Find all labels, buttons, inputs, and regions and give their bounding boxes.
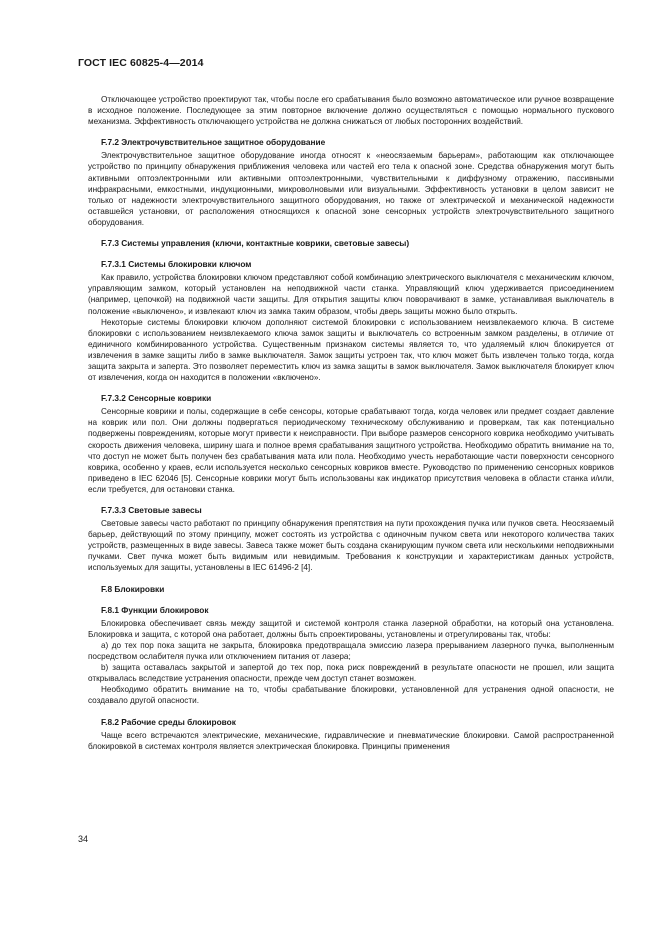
paragraph: Чаще всего встречаются электрические, механические, гидравлические и пневматические блокировки. Самой распространенной блокировкой в системах контроля является электрическая блокировка. Принципы применения — [88, 730, 614, 751]
paragraph: Отключающее устройство проектируют так, чтобы после его срабатывания было возможно автоматическое или ручное возвращение в исходное положение. Последующее за этим повторное включение должно осуществляться с помощью нормального пускового механизма. Эффективность отключающего устройства не должна снижаться от любых посторонних воздействий. — [88, 95, 614, 127]
section-heading: F.7.3.1 Системы блокировки ключом — [101, 259, 252, 270]
section-heading: F.7.3.2 Сенсорные коврики — [101, 393, 212, 404]
section-heading: F.8 Блокировки — [101, 583, 165, 594]
section-heading: F.7.3 Системы управления (ключи, контактные коврики, световые завесы) — [101, 238, 410, 249]
paragraph: Как правило, устройства блокировки ключом представляют собой комбинацию электрического выключателя с механическим ключом, управляющим замком, который установлен на неподвижной части станка. Управляющий ключ удерживается присоединением (например, цепочкой) на подвижной части защиты. Для открытия защиты ключ поворачивают в замке, устанавливая выключатель в положение «выключено», и извлекают ключ из замка таким образом, чтобы дверь защиты можно было открыть. — [88, 273, 614, 316]
section-heading: F.8.2 Рабочие среды блокировок — [101, 716, 236, 727]
paragraph: b) защита оставалась закрытой и запертой до тех пор, пока риск повреждений в результате опасности не прошел, или защита открывалась вследствие устранения опасности, прежде чем доступ станет возможен. — [88, 663, 614, 684]
paragraph: Сенсорные коврики и полы, содержащие в себе сенсоры, которые срабатывают тогда, когда человек или предмет создает давление на коврик или пол. Они должны подвергаться периодическому техническому обслуживанию и проверкам, так как потенциально подвержены повреждениям, которые могут привести к неисправности. При выборе размеров сенсорного коврика необходимо учитывать скорость движения человека, ширину шага и полное время срабатывания защитного устройства. Необходимо обратить внимание на то, что доступ не может быть получен без срабатывания мата или пола. Необходимо учесть неработающие части поверхности сенсорного коврика, особенно у краев, если используется несколько сенсорных ковриков вместе. Руководство по применению сенсорных ковриков приведено в IEC 62046 [5]. Сенсорные коврики могут быть использованы как индикатор присутствия человека в области станка и/или, если требуется, для остановки станка. — [88, 407, 614, 494]
section-heading: F.7.3.3 Световые завесы — [101, 505, 202, 515]
section-heading: F.8.1 Функции блокировок — [101, 604, 209, 615]
paragraph: Необходимо обратить внимание на то, чтобы срабатывание блокировки, установленной для устранения одной опасности, не создавало другой опасности. — [88, 685, 614, 706]
paragraph: a) до тех пор пока защита не закрыта, блокировка предотвращала эмиссию лазера прерыванием лазерного пучка, выполненным посредством ослабителя пучка или отключением питания от лазера; — [88, 640, 614, 662]
paragraph: Электрочувствительное защитное оборудование иногда относят к «неосязаемым барьерам», работающим как отключающее устройство по принципу обнаружения приближения человека или частей его тела к опасной зоне. Средства обнаружения могут быть активными оптоэлектронными или активными оптоэлектронными, чувствительными к диффузному отражению, пассивными инфракрасными, емкостными, индукционными, микроволновыми или визуальными. Эффективность установки в целом зависит не только от надежности электрочувствительного защитного оборудования, но также от электрической и механической надежности оставшейся установки, от расположения относящихся к опасной зоне сенсорных устройств электрочувствительного защитного оборудования. — [88, 151, 614, 227]
paragraph: Блокировка обеспечивает связь между защитой и системой контроля станка лазерной обработки, на который она установлена. Блокировка и защита, с которой она работает, должны быть спроектированы, установлены и отрегулированы так, чтобы: — [88, 618, 614, 639]
paragraph: Некоторые системы блокировки ключом дополняют системой блокировки с использованием неизвлекаемого ключа. В системе блокировки с использованием неизвлекаемого ключа замок защиты и выключатель со встроенным замком разделены, в отличие от единичного комбинированного устройства. Существенным признаком системы является то, что удаляемый ключ блокируется от извлечения в замке защиты либо в замке выключателя. Замок защиты устроен так, что ключ может быть извлечен только тогда, когда защита закрыта и заперта. Это позволяет переместить ключ из замка защиты в замок выключателя. Замок выключателя блокирует ключ от извлечения, когда он находится в положении «включено». — [88, 317, 614, 383]
paragraph: Световые завесы часто работают по принципу обнаружения препятствия на пути прохождения пучка или пучков света. Неосязаемый барьер, действующий по этому принципу, может состоять из устройства с одиночным пучком света или некоторого количества таких устройств, размещенных в виде завесы. Завеса также может быть создана сканирующим пучком света или несколькими неподвижными пучками. Свет пучка может быть видимым или невидимым. Требования к конструкции и характеристикам данных устройств, используемых для защиты, установлены в IEC 61496-2 [4]. — [88, 519, 614, 573]
page-header: ГОСТ IEC 60825-4—2014 — [78, 57, 204, 69]
section-heading: F.7.2 Электрочувствительное защитное оборудование — [101, 137, 326, 148]
document-body — [88, 94, 614, 752]
page-number: 34 — [78, 834, 89, 844]
